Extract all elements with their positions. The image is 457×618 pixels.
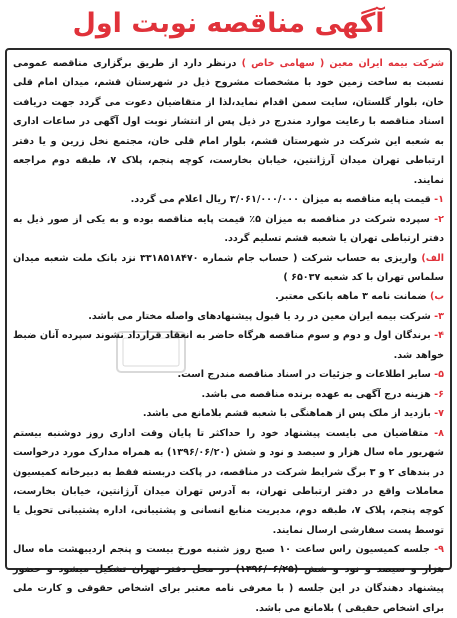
list-item xyxy=(13,287,444,306)
item-text: جلسه کمیسیون راس ساعت ۱۰ صبح روز شنبه مورخ بیست و پنجم اردیبهشت ماه سال هزار و سیصد و نود و شش (۱۳۹۶/۰۶/۲۵) در محل دفتر تهران تشکیل میشود و حضور پیشنهاد دهندگان در این جلسه ( با معرفی نامه معتبر برای اشخاص حقوقی و کارت ملی برای اشخاص حقیقی ) بلامانع می باشد. xyxy=(13,544,445,614)
item-number: ب) xyxy=(429,291,444,303)
item-text: برندگان اول و دوم و سوم مناقصه هرگاه حاضر به انعقاد قرارداد نشوند سپرده آنان ضبط خواهد شد. xyxy=(13,330,444,361)
item-text: سپرده شرکت در مناقصه به میزان ۵٪ قیمت پایه مناقصه بوده و به یکی از صور ذیل به دفتر ارتباطی تهران یا شعبه قشم تسلیم گردد. xyxy=(13,213,444,245)
header xyxy=(0,4,457,44)
item-text: متقاضیان می بایست پیشنهاد خود را حداکثر تا پایان وقت اداری روز دوشنبه بیستم شهریور ماه سال هزار و سیصد و نود و شش (۱۳۹۶/۰۶/۲۰) به همراه مدارک مورد درخواست در بندهای ۲ و ۳ برگ شرایط شرکت در مناقصه، در پاکت دربسته فقط به دبیرخانه کمیسیون معاملات واقع در دفتر ارتباطی تهران، به آدرس تهران میدان آرژانتین، خیابان بخارست، کوچه پنجم، پلاک ۷، طبقه دوم، مدیریت منابع انسانی و پشتیبانی، اداره پشتیبانی تحویل یا توسط پست سفارشی ارسال نمایند. xyxy=(13,427,445,536)
list-item xyxy=(13,385,444,404)
item-text: بازدید از ملک پس از هماهنگی با شعبه قشم بلامانع می باشد. xyxy=(142,408,435,420)
list-item xyxy=(13,540,444,618)
item-number: ۱- xyxy=(434,194,444,206)
item-text: شرکت بیمه ایران معین در رد یا قبول پیشنهادهای واصله مختار می باشد. xyxy=(88,310,435,322)
item-text: ضمانت نامه ۳ ماهه بانکی معتبر. xyxy=(275,291,430,303)
list-item xyxy=(13,307,444,326)
item-number: ۵- xyxy=(434,369,444,381)
item-number: ۶- xyxy=(434,388,444,400)
item-number: ۳- xyxy=(434,310,444,322)
notice-frame xyxy=(5,48,452,614)
item-text: هزینه درج آگهی به عهده برنده مناقصه می باشد. xyxy=(201,388,435,400)
item-number: ۲- xyxy=(434,213,445,225)
item-number: ۸- xyxy=(434,427,444,439)
list-item xyxy=(13,190,444,209)
item-number: الف) xyxy=(421,252,445,264)
list-item xyxy=(13,365,444,384)
intro-paragraph xyxy=(13,54,444,190)
item-number: ۹- xyxy=(434,544,444,556)
notice-body xyxy=(13,54,444,618)
intro-text: درنظر دارد از طریق برگزاری مناقصه عمومی نسبت به ساخت زمین خود با مشخصات مشروح ذیل در شهرستان قشم، میدان امام قلی خان، بلوار گلستان، سایت سمن اقدام نماید،لذا از متقاضیان دعوت می گردد جهت دریافت اسناد مناقصه با رعایت موارد مندرج در ذیل پس از انتشار نوبت اول آگهی در ساعات اداری به شعبه این شرکت در شهرستان قشم، بلوار امام قلی خان، مجتمع نخل زرین و یا دفتر ارتباطی تهران میدان آرژانتین، خیابان بخارست، کوچه پنجم، پلاک ۷، طبقه دوم مراجعه نمایند. xyxy=(13,58,444,186)
company-name: شرکت بیمه ایران معین ( سهامی خاص ) xyxy=(241,58,444,69)
list-item xyxy=(13,326,444,365)
page-title: آگهی مناقصه نوبت اول xyxy=(72,8,385,39)
list-item xyxy=(13,424,444,541)
item-text: قیمت پایه مناقصه به میزان ۳/۰۶۱/۰۰۰/۰۰۰ ریال اعلام می گردد. xyxy=(130,194,435,206)
item-text: سایر اطلاعات و جزئیات در اسناد مناقصه مندرج است. xyxy=(177,369,435,381)
list-item xyxy=(13,404,444,423)
item-number: ۷- xyxy=(434,408,444,420)
list-item xyxy=(13,249,444,288)
item-text: واریزی به حساب شرکت ( حساب جام شماره ۳۳۱۸۵۱۸۴۷۰ نزد بانک ملت شعبه میدان سلماس تهران با کد شعبه ۶۵۰۳۷ ) xyxy=(13,252,444,283)
list-item xyxy=(13,210,444,249)
item-number: ۴- xyxy=(434,330,444,342)
